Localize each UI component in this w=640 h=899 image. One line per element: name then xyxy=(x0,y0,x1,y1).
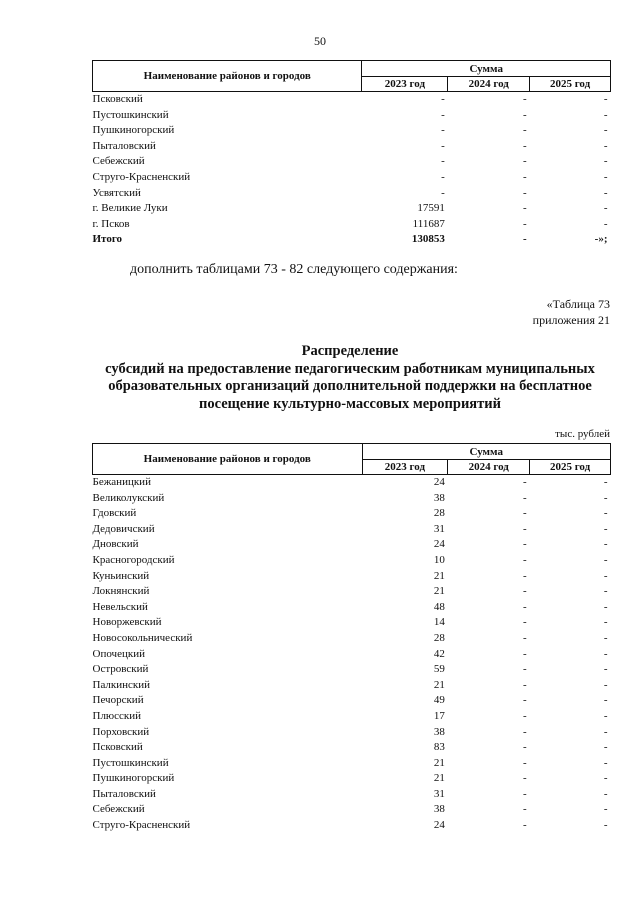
table-row xyxy=(93,522,611,538)
amount-cell: 17 xyxy=(433,709,445,722)
amount-cell: - xyxy=(522,522,527,535)
amount-cell: - xyxy=(603,787,608,800)
amount-cell: - xyxy=(522,709,527,722)
amount-cell: 83 xyxy=(433,741,445,754)
column-header-year: 2025 год xyxy=(530,460,611,475)
amount-cell: - xyxy=(603,124,608,137)
amount-cell: - xyxy=(441,124,445,137)
district-name-cell: Итого xyxy=(92,233,123,246)
amount-cell: - xyxy=(603,585,608,598)
table-row xyxy=(93,631,611,647)
amount-cell: - xyxy=(522,233,527,246)
district-name-cell: Новоржевский xyxy=(92,616,162,629)
amount-cell: - xyxy=(522,170,527,183)
district-name-cell: Пустошкинский xyxy=(92,108,169,121)
amount-cell: - xyxy=(603,202,608,215)
amount-cell: 21 xyxy=(433,756,445,769)
amount-cell: - xyxy=(522,694,527,707)
amount-cell: - xyxy=(522,139,527,152)
column-header-sum: Сумма xyxy=(362,444,611,460)
amount-cell: - xyxy=(522,772,527,785)
district-name-cell: Псковский xyxy=(92,93,143,105)
amount-cell: - xyxy=(522,186,527,199)
table-row xyxy=(93,771,611,787)
district-name-cell: Струго-Красненский xyxy=(92,819,191,832)
amount-cell: - xyxy=(603,616,608,629)
amount-cell: - xyxy=(603,217,608,230)
amount-cell: - xyxy=(603,93,608,105)
amount-cell: - xyxy=(522,678,527,691)
amount-cell: - xyxy=(603,694,608,707)
district-name-cell: Плюсский xyxy=(92,709,142,722)
district-name-cell: Дедовичский xyxy=(92,522,155,535)
amount-cell: - xyxy=(522,631,527,644)
amount-cell: - xyxy=(603,725,608,738)
amount-cell: - xyxy=(603,139,608,152)
amount-cell: - xyxy=(522,124,527,137)
amount-cell: - xyxy=(522,741,527,754)
amount-cell: - xyxy=(603,155,608,168)
table-row xyxy=(93,553,611,569)
amount-cell: - xyxy=(522,217,527,230)
amount-cell: - xyxy=(603,491,608,504)
table-row xyxy=(93,802,611,818)
amount-cell: - xyxy=(522,538,527,551)
title-line: посещение культурно-массовых мероприятий xyxy=(199,395,501,412)
amount-cell: - xyxy=(441,186,445,199)
table-row xyxy=(93,740,611,756)
amount-cell: 38 xyxy=(433,803,445,816)
column-header-year: 2024 год xyxy=(448,77,530,92)
title-line: субсидий на предоставление педагогическим работникам муниципальных xyxy=(105,360,595,377)
amount-cell: - xyxy=(522,202,527,215)
table-row xyxy=(93,600,611,616)
column-header-year: 2025 год xyxy=(530,77,611,92)
amount-cell: 21 xyxy=(433,585,445,598)
table-title xyxy=(60,343,640,413)
district-name-cell: Порховский xyxy=(92,725,150,738)
amount-cell: - xyxy=(603,476,608,488)
district-name-cell: Усвятский xyxy=(92,186,141,199)
amount-cell: 24 xyxy=(433,476,445,488)
district-name-cell: Гдовский xyxy=(92,507,137,520)
amount-cell: - xyxy=(603,600,608,613)
district-name-cell: Пустошкинский xyxy=(92,756,169,769)
amount-cell: - xyxy=(603,663,608,676)
district-name-cell: Пыталовский xyxy=(92,139,156,152)
table-row xyxy=(93,709,611,725)
table-row xyxy=(93,647,611,663)
table-row xyxy=(93,584,611,600)
amount-cell: 21 xyxy=(433,772,445,785)
amount-cell: - xyxy=(522,616,527,629)
column-header-year: 2023 год xyxy=(362,460,448,475)
district-name-cell: г. Великие Луки xyxy=(92,202,168,215)
amount-cell: - xyxy=(603,569,608,582)
amount-cell: 28 xyxy=(433,507,445,520)
column-header-year: 2024 год xyxy=(448,460,530,475)
amount-cell: - xyxy=(522,787,527,800)
amount-cell: 49 xyxy=(433,694,445,707)
amount-cell: - xyxy=(603,170,608,183)
district-name-cell: Псковский xyxy=(92,741,143,754)
amount-cell: - xyxy=(441,155,445,168)
table-row xyxy=(93,217,611,233)
amount-cell: 17591 xyxy=(417,202,445,215)
table-row xyxy=(93,123,611,139)
amount-cell: - xyxy=(522,569,527,582)
amount-cell: - xyxy=(441,108,445,121)
amount-cell: - xyxy=(522,585,527,598)
amount-cell: - xyxy=(522,491,527,504)
amount-cell: - xyxy=(522,476,527,488)
district-name-cell: Пыталовский xyxy=(92,787,156,800)
amount-cell: - xyxy=(603,553,608,566)
column-header-name: Наименование районов и городов xyxy=(93,61,362,92)
title-line: образовательных организаций дополнительной поддержки на бесплатное xyxy=(108,378,592,394)
district-name-cell: Красногородский xyxy=(92,553,175,566)
amount-cell: 24 xyxy=(433,819,445,832)
amount-cell: - xyxy=(603,538,608,551)
table-row xyxy=(93,615,611,631)
table-row xyxy=(93,818,611,834)
district-name-cell: Великолукский xyxy=(92,491,165,504)
table-row xyxy=(93,787,611,803)
table-row xyxy=(93,491,611,507)
table-reference-line: «Таблица 73 xyxy=(546,297,610,311)
district-name-cell: Себежский xyxy=(92,803,145,816)
district-name-cell: Опочецкий xyxy=(92,647,145,660)
table-row xyxy=(93,662,611,678)
amount-cell: 42 xyxy=(433,647,445,660)
appendix-reference-line: приложения 21 xyxy=(532,313,610,327)
district-name-cell: Струго-Красненский xyxy=(92,170,191,183)
column-header-name: Наименование районов и городов xyxy=(93,444,363,475)
amount-cell: 31 xyxy=(433,522,445,535)
district-name-cell: Печорский xyxy=(92,694,144,707)
district-name-cell: Пушкиногорский xyxy=(92,124,175,137)
amount-cell: - xyxy=(603,522,608,535)
amount-cell: 38 xyxy=(433,491,445,504)
amount-cell: - xyxy=(522,93,527,105)
units-label: тыс. рублей xyxy=(555,428,610,440)
table-row xyxy=(93,569,611,585)
amount-cell: - xyxy=(603,678,608,691)
district-name-cell: Себежский xyxy=(92,155,145,168)
amount-cell: - xyxy=(522,553,527,566)
amount-cell: 38 xyxy=(433,725,445,738)
amount-cell: 10 xyxy=(433,553,445,566)
district-name-cell: Локнянский xyxy=(92,585,150,598)
amount-cell: 28 xyxy=(433,631,445,644)
district-name-cell: Пушкиногорский xyxy=(92,772,175,785)
amount-cell: 48 xyxy=(433,600,445,613)
table-row xyxy=(93,475,611,491)
amount-cell: - xyxy=(522,155,527,168)
amount-cell: - xyxy=(522,108,527,121)
table-row xyxy=(93,506,611,522)
district-name-cell: г. Псков xyxy=(92,217,130,230)
amount-cell: - xyxy=(522,803,527,816)
amount-cell: - xyxy=(522,819,527,832)
total-row xyxy=(93,232,611,248)
district-name-cell: Невельский xyxy=(92,600,148,613)
amount-cell: - xyxy=(441,93,445,105)
amount-cell: - xyxy=(603,756,608,769)
amount-cell: 59 xyxy=(433,663,445,676)
amount-cell: - xyxy=(603,772,608,785)
amount-cell: - xyxy=(603,108,608,121)
amount-cell: 14 xyxy=(433,616,445,629)
intro-text: дополнить таблицами 73 - 82 следующего содержания: xyxy=(130,262,458,277)
amount-cell: 130853 xyxy=(411,233,445,246)
amount-cell: -»; xyxy=(594,233,608,246)
table-73 xyxy=(92,443,611,834)
previous-table-continuation xyxy=(92,60,611,248)
amount-cell: - xyxy=(603,709,608,722)
table-row xyxy=(93,170,611,186)
title-line: Распределение xyxy=(301,343,399,359)
page-number: 50 xyxy=(314,34,326,48)
table-row xyxy=(93,201,611,217)
amount-cell: - xyxy=(522,600,527,613)
amount-cell: - xyxy=(522,663,527,676)
table-row xyxy=(93,678,611,694)
amount-cell: - xyxy=(603,631,608,644)
district-name-cell: Палкинский xyxy=(92,678,151,691)
amount-cell: - xyxy=(603,507,608,520)
table-row xyxy=(93,725,611,741)
table-row xyxy=(93,154,611,170)
amount-cell: - xyxy=(522,756,527,769)
amount-cell: - xyxy=(603,186,608,199)
amount-cell: - xyxy=(522,647,527,660)
table-row xyxy=(93,139,611,155)
district-name-cell: Островский xyxy=(92,663,149,676)
amount-cell: 24 xyxy=(433,538,445,551)
amount-cell: - xyxy=(603,741,608,754)
table-row xyxy=(93,186,611,202)
amount-cell: 31 xyxy=(433,787,445,800)
table-row xyxy=(93,537,611,553)
column-header-sum: Сумма xyxy=(362,61,611,77)
amount-cell: 21 xyxy=(433,678,445,691)
amount-cell: - xyxy=(441,139,445,152)
amount-cell: - xyxy=(603,819,608,832)
table-row xyxy=(93,92,611,108)
table-row xyxy=(93,108,611,124)
amount-cell: - xyxy=(522,507,527,520)
amount-cell: 111687 xyxy=(412,217,445,230)
amount-cell: 21 xyxy=(433,569,445,582)
amount-cell: - xyxy=(603,803,608,816)
table-row xyxy=(93,693,611,709)
district-name-cell: Новосокольнический xyxy=(92,631,193,644)
district-name-cell: Бежаницкий xyxy=(92,476,151,488)
district-name-cell: Куньинский xyxy=(92,569,150,582)
amount-cell: - xyxy=(441,170,445,183)
amount-cell: - xyxy=(603,647,608,660)
district-name-cell: Дновский xyxy=(92,538,139,551)
table-row xyxy=(93,756,611,772)
column-header-year: 2023 год xyxy=(362,77,448,92)
amount-cell: - xyxy=(522,725,527,738)
